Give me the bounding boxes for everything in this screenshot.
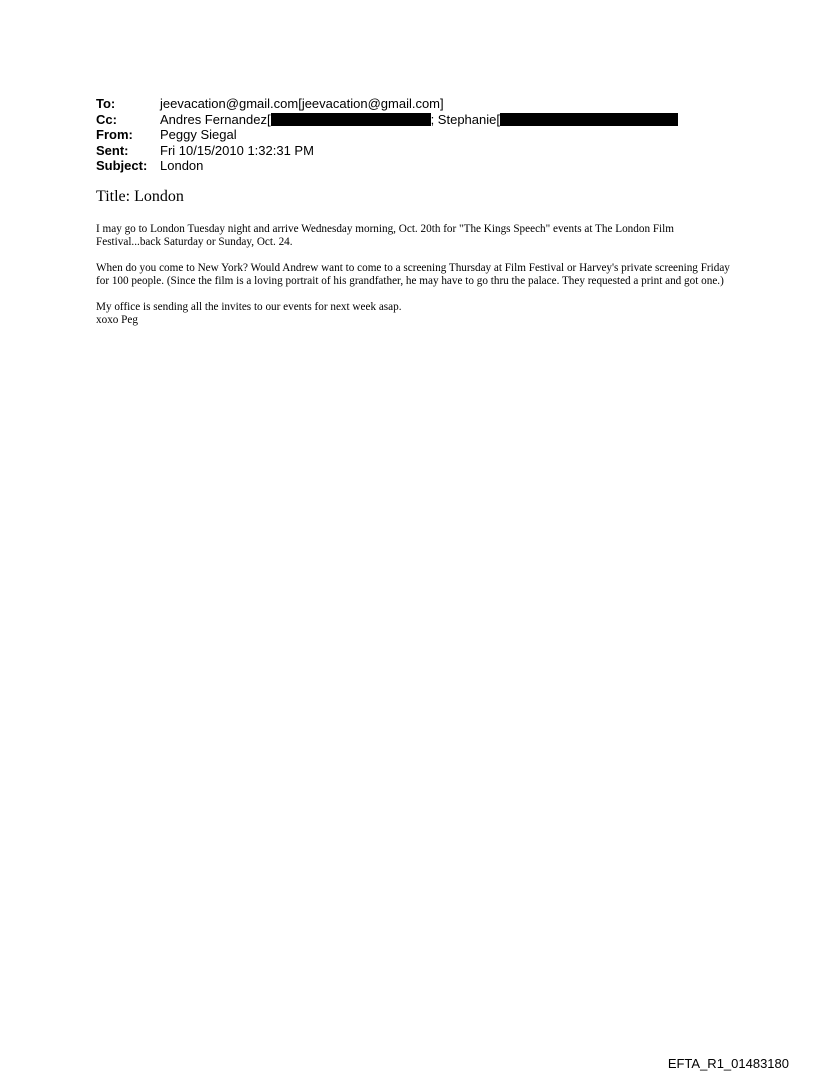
cc-separator: ; Stephanie[	[430, 111, 500, 127]
body-paragraph-1: I may go to London Tuesday night and arrive Wednesday morning, Oct. 20th for "The Kings Speech" events at The London Film Festival...back Saturday or Sunday, Oct. 24.	[96, 223, 674, 248]
cc-value	[160, 112, 678, 128]
cc-name-1: Andres Fernandez[	[160, 111, 271, 127]
document-id: EFTA_R1_01483180	[667, 1056, 789, 1071]
subject-value: London	[160, 158, 204, 173]
redaction-box	[500, 113, 678, 126]
cc-label: Cc:	[96, 111, 117, 127]
sent-label: Sent:	[96, 142, 129, 158]
from-row	[96, 127, 678, 143]
from-value: Peggy Siegal	[160, 127, 237, 142]
to-label: To:	[96, 96, 116, 111]
email-title: Title: London	[96, 188, 184, 205]
to-value: jeevacation@gmail.com[jeevacation@gmail.com]	[160, 96, 444, 111]
sent-value: Fri 10/15/2010 1:32:31 PM	[160, 142, 314, 158]
from-label: From:	[96, 127, 133, 142]
signature: xoxo Peg	[96, 314, 138, 326]
to-row	[96, 96, 678, 112]
sent-row	[96, 143, 678, 159]
email-body	[96, 223, 736, 340]
email-header	[96, 96, 678, 174]
cc-row	[96, 112, 678, 128]
body-paragraph-2: When do you come to New York? Would Andrew want to come to a screening Thursday at Film Festival or Harvey's private screening Friday for 100 people. (Since the film is a loving portrait of his grandfather, he may have to go thru the palace. They requested a print and got one.)	[96, 262, 730, 287]
subject-label: Subject:	[96, 158, 148, 173]
subject-row	[96, 158, 678, 174]
redaction-box	[271, 113, 431, 126]
body-line: My office is sending all the invites to our events for next week asap.	[96, 301, 402, 313]
body-paragraph-3	[96, 301, 736, 327]
